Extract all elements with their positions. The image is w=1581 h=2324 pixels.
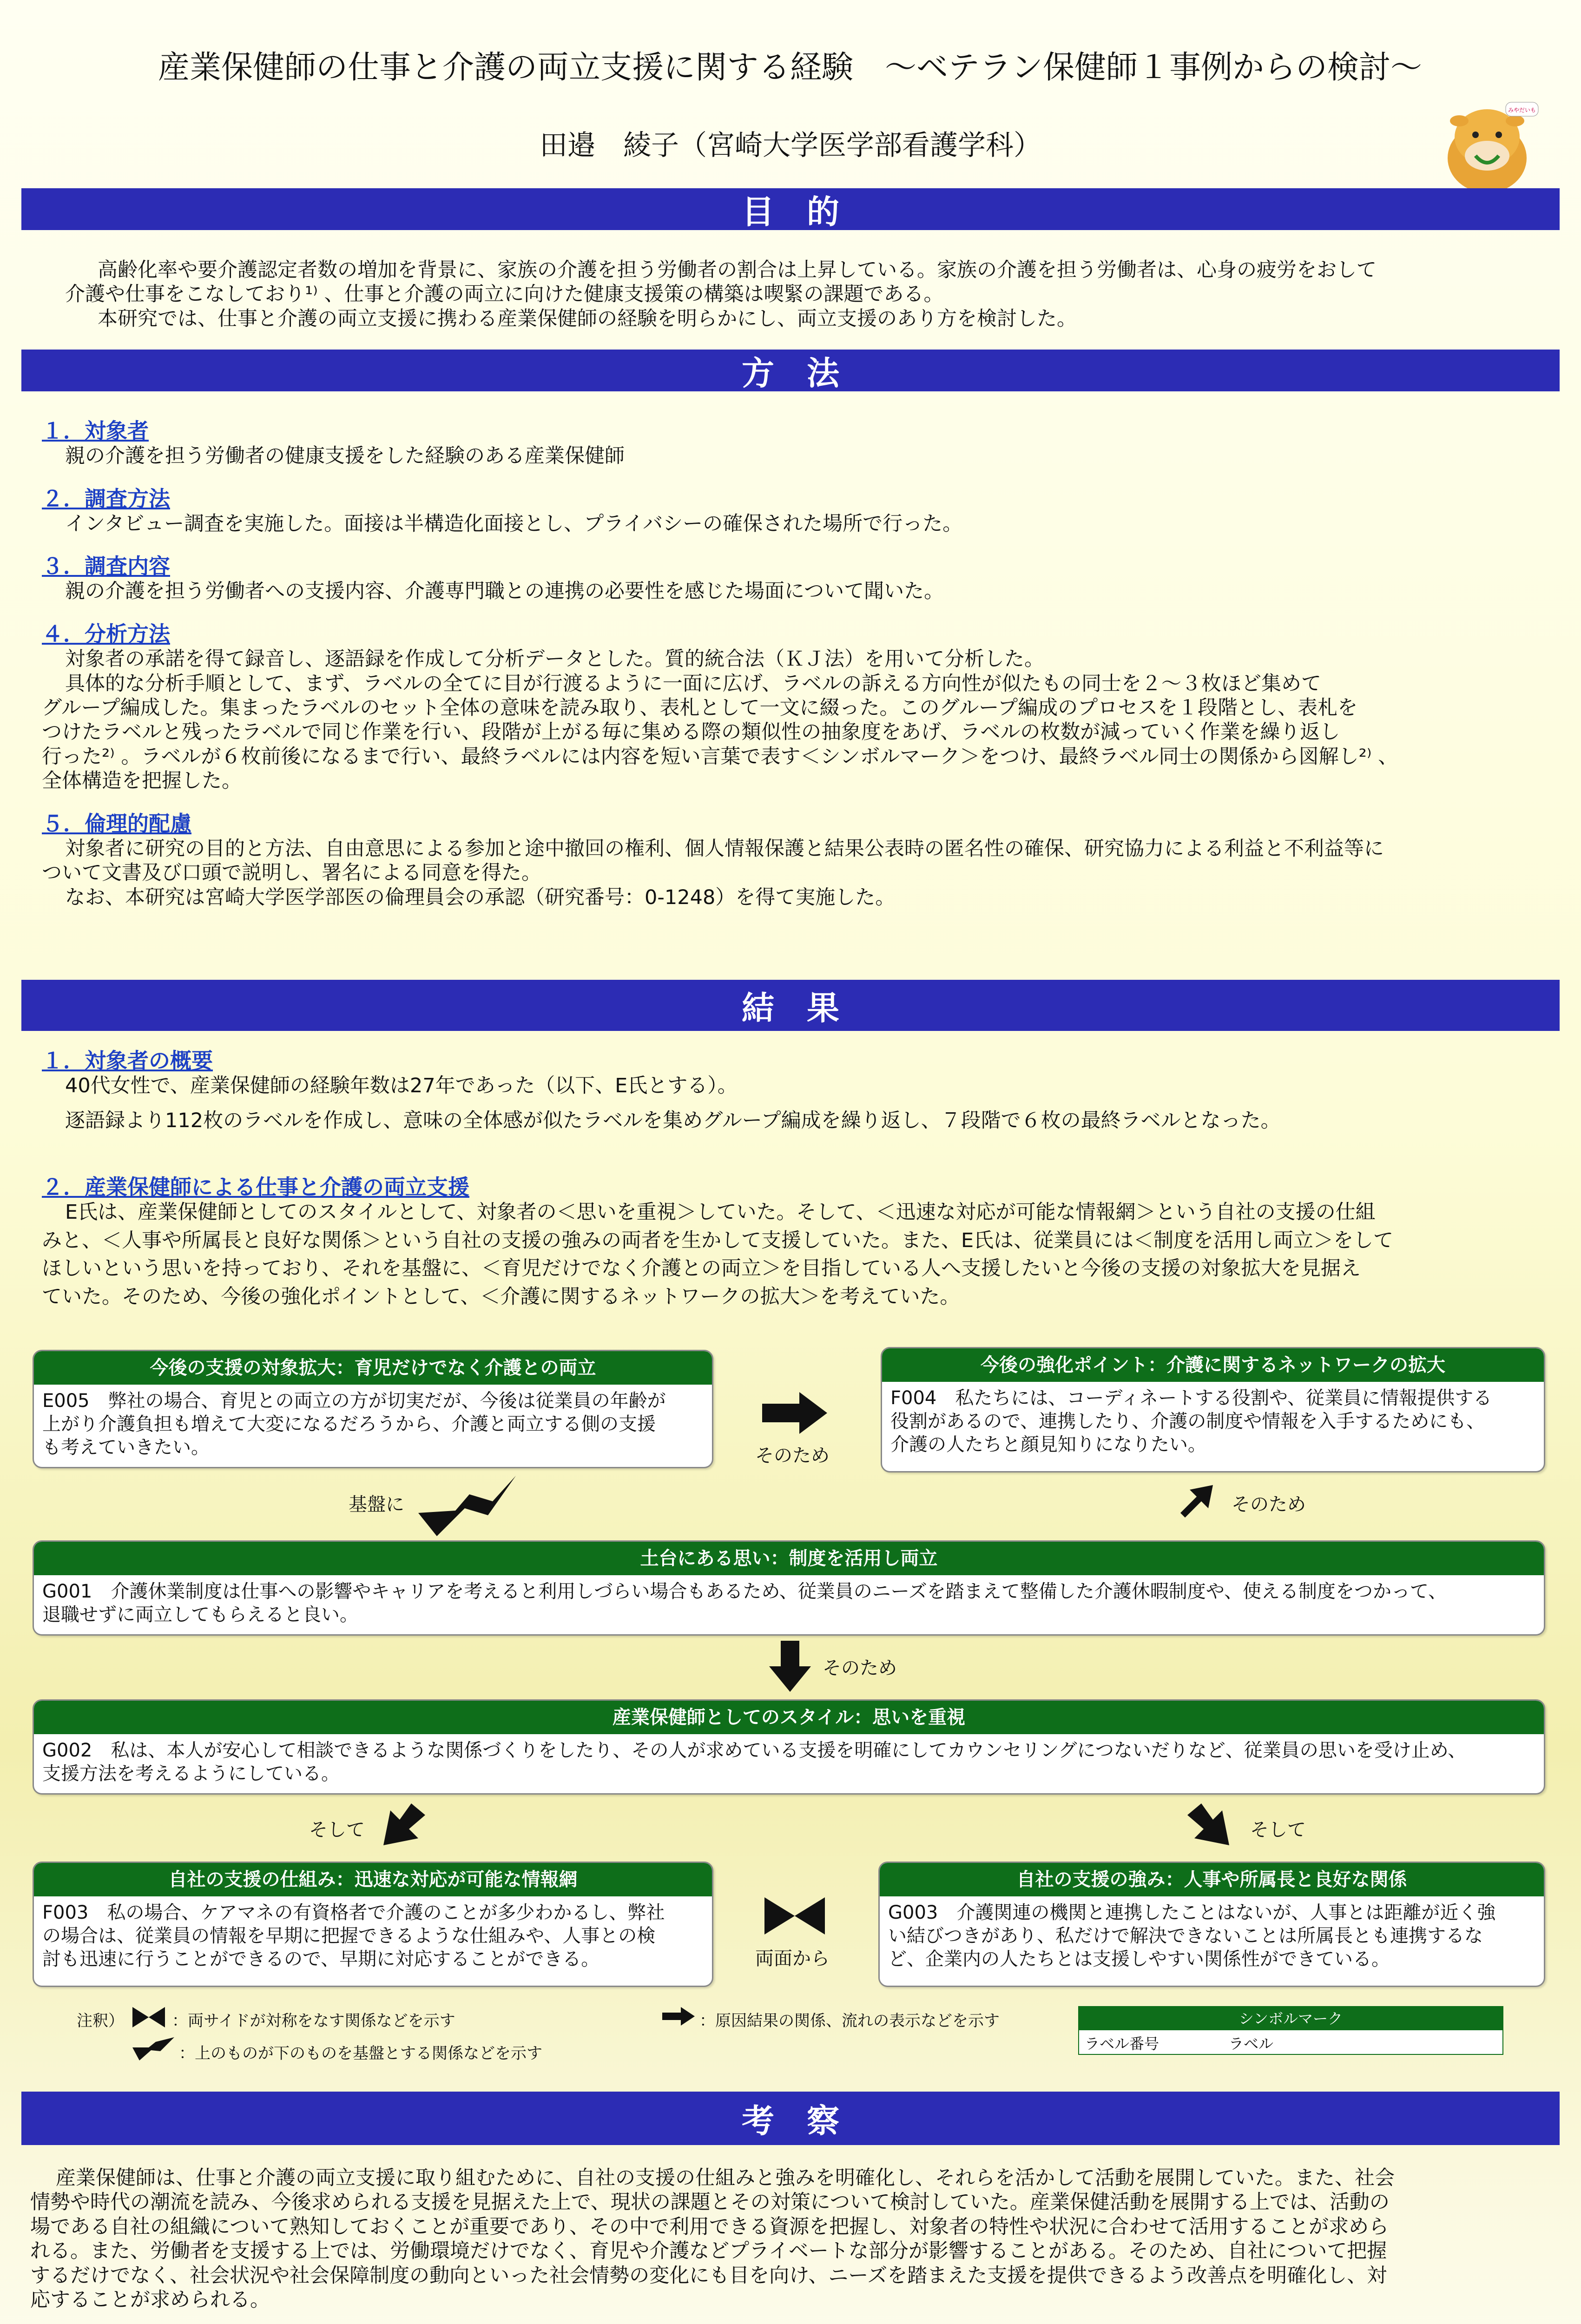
diagram-box-mechanism: 自社の支援の仕組み：迅速な対応が可能な情報網 F003 私の場合、ケアマネの有資格者で介護のことが多少わかるし、弊社 の場合は、従業員の情報を早期に把握できるような仕組みや、人事との検 討も迅速に行うことができるので、早期に対応することができる。 [33,1862,713,1987]
section-band-result: 結果 [21,980,1560,1031]
method-s4-title: ４．分析方法 [42,621,170,647]
result-s2-body: E氏は、産業保健師としてのスタイルとして、対象者の＜思いを重視＞していた。そして、＜迅速な対応が可能な情報網＞という自社の支援の仕組 みと、＜人事や所属長と良好な関係＞という自社の支援の強みの両者を生かして支援していた。また、E氏は、従業員には＜制度を活用し両立＞をして ほしいという思いを持っており、それを基盤に、＜育児だけでなく介護との両立＞を目指している人へ支援したいと今後の支援の対象拡大を見据え ていた。そのため、今後の強化ポイントとして、＜介護に関するネットワークの拡大＞を考えていた。 [42,1201,1394,1308]
arrow-foundation-icon [418,1476,516,1536]
note-foundation: ：上のものが下のものを基盤とする関係などを示す [179,2044,542,2063]
poster-title: 産業保健師の仕事と介護の両立支援に関する経験 ～ベテラン保健師１事例からの検討～ [158,49,1422,86]
method-s3-title: ３．調査内容 [42,554,170,579]
label-soshite-1: そして [309,1819,365,1841]
arrow-down-icon [769,1641,811,1692]
symbol-legend [1078,2006,1503,2055]
note-arrow: ：原因結果の関係、流れの表示などを示す [699,2012,1000,2030]
discussion-text: 産業保健師は、仕事と介護の両立支援に取り組むために、自社の支援の仕組みと強みを明確化し、それらを活かして活動を展開していた。また、社会 情勢や時代の潮流を読み、今後求められる支援を見据えた上で、現状の課題とその対策について検討していた。産業保健活動を展開する上では、活動の 場である自社の組織について熟知しておくことが重要であり、その中で利用できる資源を把握し、対象者の特性や状況に合わせて活用することが求めら れる。また、労働者を支援する上では、労働環境だけでなく、育児や介護などプライベートな部分が影響することがある。そのため、自社について把握 するだけでなく、社会状況や社会保障制度の動向といった社会情勢の変化にも目を向け、ニーズを踏まえた支援を提供できるよう改善点を明確化し、対 応することが求められる。 [30,2166,1395,2312]
symbol-legend-label: ラベル [1229,2035,1274,2053]
svg-text:みやだいも: みやだいも [1508,107,1536,113]
method-s5-title: ５．倫理的配慮 [42,811,191,836]
method-s1-title: １．対象者 [42,418,149,443]
symbol-legend-num: ラベル番号 [1085,2035,1159,2053]
diagram-box-target-expansion: 今後の支援の対象拡大：育児だけでなく介護との両立 E005 弊社の場合、育児との両立の方が切実だが、今後は従業員の年齢が 上がり介護負担も増えて大変になるだろうから、介護と両立する側の支援 も考えていきたい。 [33,1350,713,1468]
method-s1-body: 親の介護を担う労働者の健康支援をした経験のある産業保健師 [65,444,625,468]
section-band-purpose: 目的 [21,188,1560,230]
note-bowtie: ：両サイドが対称をなす関係などを示す [172,2012,455,2030]
label-soshite-2: そして [1250,1819,1306,1841]
mascot-logo [1431,88,1543,200]
diagram-box-network: 今後の強化ポイント：介護に関するネットワークの拡大 F004 私たちには、コーディネートする役割や、従業員に情報提供する 役割があるので、連携したり、介護の制度や情報を入手するためにも、 介護の人たちと顔見知りになりたい。 [881,1347,1545,1472]
purpose-text: 高齢化率や要介護認定者数の増加を背景に、家族の介護を担う労働者の割合は上昇している。家族の介護を担う労働者は、心身の疲労をおして 介護や仕事をこなしており¹⁾ 、仕事と介護の両立に向けた健康支援策の構築は喫緊の課題である。 本研究では、仕事と介護の両立支援に携わる産業保健師の経験を明らかにし、両立支援のあり方を検討した。 [65,258,1377,330]
result-s2-title: ２．産業保健師による仕事と介護の両立支援 [42,1175,469,1200]
result-s1-title: １．対象者の概要 [42,1048,213,1073]
label-kiban: 基盤に [349,1494,404,1515]
legend-bowtie-icon [132,2007,165,2027]
method-s4-body: 対象者の承諾を得て録音し、逐語録を作成して分析データとした。質的統合法（ＫＪ法）を用いて分析した。 具体的な分析手順として、まず、ラベルの全てに目が行渡るように一面に広げ、ラベルの訴える方向性が似たもの同士を２～３枚ほど集めて グループ編成した。集まったラベルのセット全体の意味を読み取り、表札として一文に綴った。このグループ編成のプロセスを１段階とし、表札を つけたラベルと残ったラベルで同じ作業を行い、段階が上がる毎に集める際の類似性の抽象度をあげ、ラベルの枚数が減っていく作業を繰り返し 行った²⁾ 。ラベルが６枚前後になるまで行い、最終ラベルには内容を短い言葉で表す＜シンボルマーク＞をつけ、最終ラベル同士の関係から図解し²⁾ 、 全体構造を把握した。 [42,647,1398,793]
label-sonotame-2: そのため [1232,1494,1306,1515]
label-sonotame-1: そのため [755,1445,830,1466]
arrow-down-right-icon [1187,1803,1229,1845]
arrow-up-right-icon [1176,1485,1213,1522]
section-band-discussion: 考察 [21,2092,1560,2145]
legend-foundation-icon [132,2037,174,2060]
result-s1-body: 40代女性で、産業保健師の経験年数は27年であった（以下、E氏とする）。 逐語録より112枚のラベルを作成し、意味の全体感が似たラベルを集めグループ編成を繰り返し、７段階で６枚の最終ラベルとなった。 [65,1074,1281,1132]
method-s3-body: 親の介護を担う労働者への支援内容、介護専門職との連携の必要性を感じた場面について聞いた。 [65,580,944,603]
label-ryomen: 両面から [755,1948,830,1969]
author-line: 田邉 綾子（宮崎大学医学部看護学科） [540,129,1041,162]
result-section [42,1048,1557,1309]
method-s5-body: 対象者に研究の目的と方法、自由意思による参加と途中撤回の権利、個人情報保護と結果公表時の匿名性の確保、研究協力による利益と不利益等に ついて文書及び口頭で説明し、署名による同意を得た。 なお、本研究は宮崎大学医学部医の倫理員会の承認（研究番号：0-1248）を得て実施した。 [42,837,1384,909]
label-sonotame-3: そのため [823,1657,897,1679]
section-band-method: 方法 [21,350,1560,391]
diagram-box-foundation: 土台にある思い：制度を活用し両立 G001 介護休業制度は仕事への影響やキャリアを考えると利用しづらい場合もあるため、従業員のニーズを踏まえて整備した介護休暇制度や、使える制度をつかって、 退職せずに両立してもらえると良い。 [33,1540,1545,1636]
method-s2-body: インタビュー調査を実施した。面接は半構造化面接とし、プライバシーの確保された場所で行った。 [65,512,963,535]
note-chushaku: 注釈） [77,2012,124,2030]
arrow-down-left-icon [383,1803,425,1845]
symbol-legend-head: シンボルマーク [1079,2007,1502,2030]
bowtie-icon [764,1897,825,1934]
diagram-box-strength: 自社の支援の強み：人事や所属長と良好な関係 G003 介護関連の機関と連携したことはないが、人事とは距離が近く強 い結びつきがあり、私だけで解決できないことは所属長とも連携するな ど、企業内の人たちとは支援しやすい関係性ができている。 [878,1862,1545,1987]
arrow-right-icon [762,1392,827,1434]
legend-arrow-icon [662,2007,695,2026]
diagram-box-style: 産業保健師としてのスタイル：思いを重視 G002 私は、本人が安心して相談できるような関係づくりをしたり、その人が求めている支援を明確にしてカウンセリングにつないだりなど、従業員の思いを受け止め、 支援方法を考えるようにしている。 [33,1699,1545,1795]
method-section [42,418,1557,910]
method-s2-title: ２．調査方法 [42,486,170,511]
